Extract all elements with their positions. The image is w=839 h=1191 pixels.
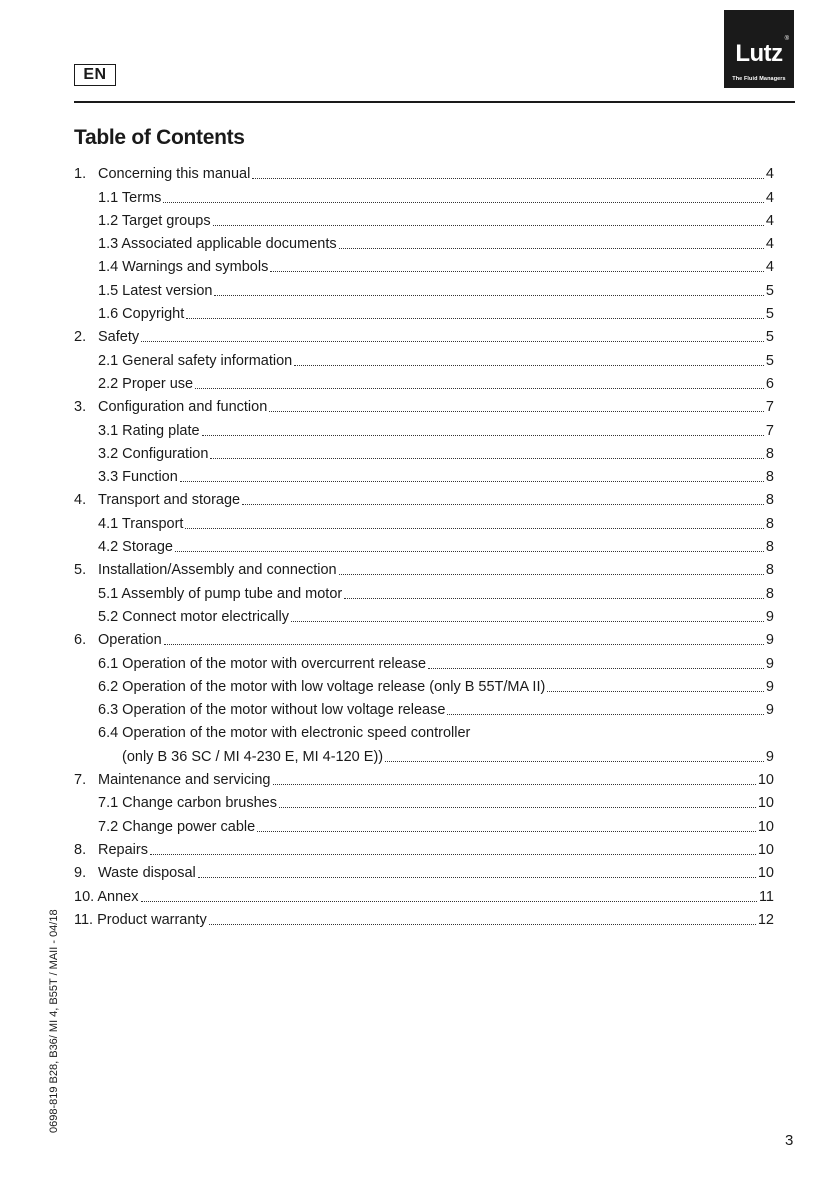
toc-label: 1.4 Warnings and symbols: [98, 259, 269, 276]
toc-entry-7-1[interactable]: [74, 789, 774, 812]
toc-label: 3.1 Rating plate: [98, 422, 200, 439]
toc-page: 9: [765, 632, 774, 649]
toc-entry-1-5[interactable]: [74, 276, 774, 299]
toc-label: 11. Product warranty: [74, 911, 207, 928]
toc-entry-1-1[interactable]: [74, 183, 774, 206]
toc-page: 4: [765, 212, 774, 229]
toc-label: 6.3 Operation of the motor without low voltage release: [98, 702, 446, 719]
toc-label: (only B 36 SC / MI 4-230 E, MI 4-120 E)): [122, 748, 384, 765]
toc-page: 8: [765, 585, 774, 602]
toc-label: 1.6 Copyright: [98, 306, 185, 323]
toc-label: 6.2 Operation of the motor with low voltage release (only B 55T/MA II): [98, 678, 546, 695]
page-number: 3: [785, 1132, 794, 1149]
toc-label: Configuration and function: [98, 399, 268, 416]
toc-label: 5.1 Assembly of pump tube and motor: [98, 585, 343, 602]
toc-entry-1-3[interactable]: [74, 230, 774, 253]
toc-entry-2-2[interactable]: [74, 370, 774, 393]
toc-entry-8[interactable]: [74, 836, 774, 859]
toc-entry-3-1[interactable]: [74, 416, 774, 439]
toc-page: 9: [765, 655, 774, 672]
toc-label: Concerning this manual: [98, 166, 251, 183]
toc-page: 8: [765, 539, 774, 556]
toc-number: 2.: [74, 329, 87, 346]
toc-entry-6-2[interactable]: [74, 673, 774, 696]
toc-label: Operation: [98, 632, 162, 649]
toc-page: 11: [758, 888, 774, 905]
toc-number: 1.: [74, 166, 87, 183]
toc-page: 10: [757, 795, 774, 812]
toc-entry-6-4[interactable]: [74, 719, 774, 742]
header-divider: [74, 101, 795, 103]
toc-entry-1[interactable]: [74, 160, 774, 183]
toc-page: 4: [765, 166, 774, 183]
page-title: Table of Contents: [74, 126, 245, 149]
toc-page: 12: [757, 911, 774, 928]
toc-entry-2[interactable]: [74, 323, 774, 346]
toc-entry-6[interactable]: [74, 626, 774, 649]
toc-label: 1.3 Associated applicable documents: [98, 236, 337, 253]
toc-label: Safety: [98, 329, 140, 346]
toc-label: Repairs: [98, 841, 148, 858]
toc-label: Maintenance and servicing: [98, 772, 271, 789]
toc-label: 6.4 Operation of the motor with electronic speed controller: [98, 725, 471, 742]
toc-page: 9: [765, 748, 774, 765]
toc-page: 8: [765, 492, 774, 509]
logo-tagline: The Fluid Managers: [732, 76, 786, 82]
toc-label: 6.1 Operation of the motor with overcurrent release: [98, 655, 427, 672]
toc-page: 10: [757, 865, 774, 882]
toc-page: 9: [765, 608, 774, 625]
toc-label: 1.1 Terms: [98, 189, 162, 206]
toc-label: Waste disposal: [98, 865, 196, 882]
toc-label: 7.2 Change power cable: [98, 818, 256, 835]
toc-page: 4: [765, 259, 774, 276]
toc-page: 5: [765, 329, 774, 346]
toc-label: 3.3 Function: [98, 469, 178, 486]
toc-number: 3.: [74, 399, 87, 416]
table-of-contents: [74, 160, 774, 929]
toc-label: Installation/Assembly and connection: [98, 562, 337, 579]
toc-entry-1-6[interactable]: [74, 300, 774, 323]
toc-page: 7: [765, 399, 774, 416]
toc-entry-5[interactable]: [74, 556, 774, 579]
toc-page: 4: [765, 236, 774, 253]
toc-page: 9: [765, 678, 774, 695]
toc-entry-4[interactable]: [74, 486, 774, 509]
toc-entry-5-2[interactable]: [74, 603, 774, 626]
toc-page: 4: [765, 189, 774, 206]
toc-entry-3-2[interactable]: [74, 440, 774, 463]
toc-number: 7.: [74, 772, 87, 789]
toc-number: 6.: [74, 632, 87, 649]
toc-entry-6-3[interactable]: [74, 696, 774, 719]
toc-number: 8.: [74, 841, 87, 858]
toc-entry-2-1[interactable]: [74, 346, 774, 369]
toc-entry-9[interactable]: [74, 859, 774, 882]
logo-wordmark: Lutz: [735, 40, 783, 67]
toc-label: 1.2 Target groups: [98, 212, 211, 229]
toc-page: 8: [765, 445, 774, 462]
toc-page: 8: [765, 469, 774, 486]
logo-registered-mark: ®: [784, 36, 789, 42]
lutz-logo: [724, 10, 794, 88]
toc-entry-4-2[interactable]: [74, 533, 774, 556]
toc-page: 7: [765, 422, 774, 439]
toc-label: 4.2 Storage: [98, 539, 173, 556]
toc-label: 3.2 Configuration: [98, 445, 209, 462]
toc-page: 10: [757, 818, 774, 835]
toc-page: 6: [765, 375, 774, 392]
toc-page: 9: [765, 702, 774, 719]
toc-label: 5.2 Connect motor electrically: [98, 608, 289, 625]
toc-page: 5: [765, 352, 774, 369]
toc-label: 10. Annex: [74, 888, 139, 905]
toc-label: 2.1 General safety information: [98, 352, 293, 369]
toc-entry-4-1[interactable]: [74, 509, 774, 532]
toc-page: 5: [765, 282, 774, 299]
toc-entry-3-3[interactable]: [74, 463, 774, 486]
toc-entry-1-4[interactable]: [74, 253, 774, 276]
toc-label: 1.5 Latest version: [98, 282, 213, 299]
toc-number: 4.: [74, 492, 87, 509]
toc-entry-6-1[interactable]: [74, 649, 774, 672]
toc-label: Transport and storage: [98, 492, 241, 509]
toc-page: 5: [765, 306, 774, 323]
toc-entry-7-2[interactable]: [74, 812, 774, 835]
toc-label: 2.2 Proper use: [98, 375, 194, 392]
toc-label: 4.1 Transport: [98, 515, 184, 532]
toc-entry-10[interactable]: [74, 882, 774, 905]
toc-page: 8: [765, 515, 774, 532]
toc-number: 5.: [74, 562, 87, 579]
toc-entry-7[interactable]: [74, 766, 774, 789]
language-badge: EN: [74, 64, 116, 86]
toc-entry-3[interactable]: [74, 393, 774, 416]
toc-page: 8: [765, 562, 774, 579]
toc-entry-5-1[interactable]: [74, 579, 774, 602]
document-code: 0698-819 B28, B36/ MI 4, B55T / MAII - 04/18: [48, 909, 60, 1133]
toc-entry-6-4-cont[interactable]: [74, 742, 774, 765]
toc-label: 7.1 Change carbon brushes: [98, 795, 277, 812]
toc-page: 10: [757, 841, 774, 858]
toc-entry-11[interactable]: [74, 906, 774, 929]
toc-page: 10: [757, 772, 774, 789]
toc-entry-1-2[interactable]: [74, 207, 774, 230]
toc-number: 9.: [74, 865, 87, 882]
